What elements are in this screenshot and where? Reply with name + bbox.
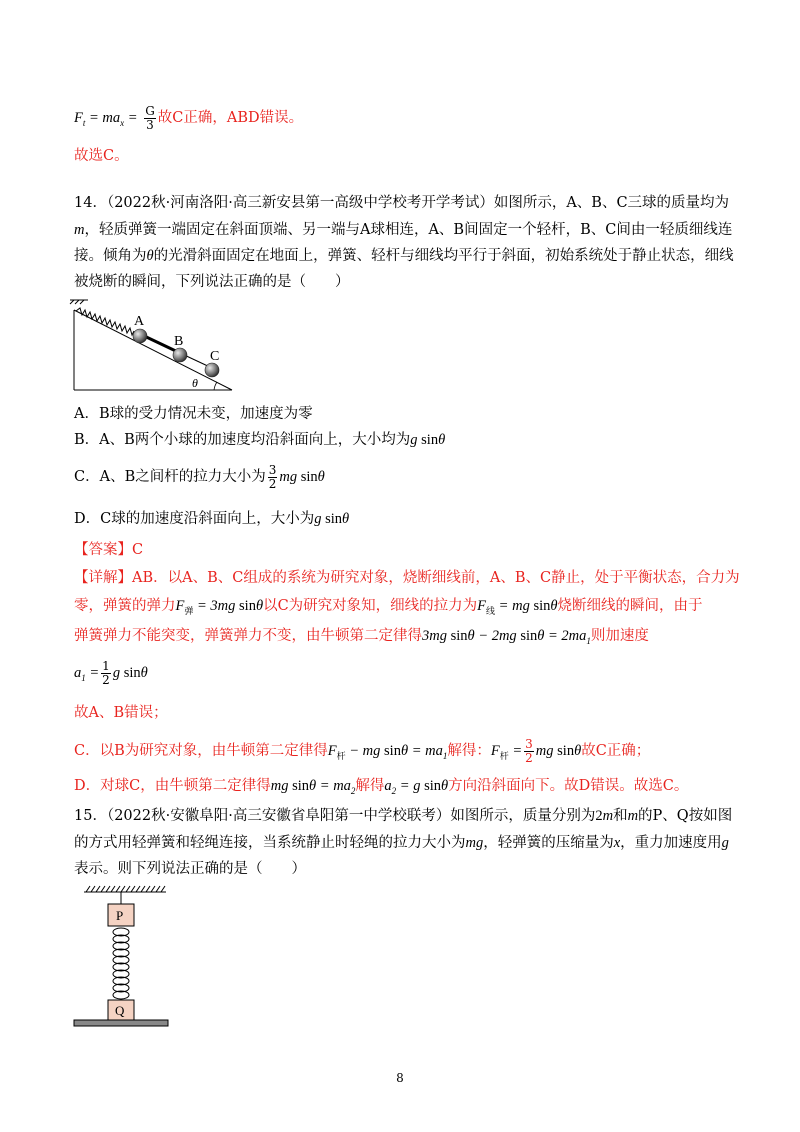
var-m-q15: m (627, 808, 639, 824)
q14-option-b: B．A、B两个小球的加速度均沿斜面向上，大小均为g sinθ (74, 432, 446, 448)
label-a: A (134, 314, 145, 329)
ceiling-hatch (84, 886, 166, 892)
q14-detail-line-3: 弹簧弹力不能突变，弹簧弹力不变，由牛顿第二定律得3mg sinθ − 2mg $\sin\theta = 2ma_1$则加速度 (74, 628, 649, 646)
ground (74, 1020, 168, 1026)
ball-a (133, 329, 147, 343)
spring-coil-icon (113, 928, 129, 999)
var-g: g (721, 835, 729, 851)
formula-fx: $F_t = ma_x$ = (74, 110, 138, 128)
eq-newton-c: mg $\sin\theta = ma_2$ (270, 778, 356, 796)
q15-spring-figure (70, 882, 170, 1032)
var-2m: 2m (595, 808, 614, 824)
var-theta: θ (146, 248, 154, 264)
prev-select: 故选C。 (74, 148, 129, 164)
q14-stem-line-4: 被烧断的瞬间，下列说法正确的是（ ） (74, 274, 350, 290)
ball-b (173, 348, 187, 362)
wall-hatch (70, 300, 232, 390)
q14-answer: 【答案】C (74, 542, 144, 558)
angle-arc (214, 382, 217, 390)
q14-stem-line-1: 14．（2022秋·河南洛阳·高三新安县第一高级中学校考开学考试）如图所示，A、B、C三球的质量均为 (74, 195, 730, 211)
label-c: C (210, 349, 220, 364)
label-p: P (116, 908, 124, 923)
q14-ab-wrong: 故A、B错误； (74, 705, 168, 721)
q14-option-a: A．B球的受力情况未变，加速度为零 (74, 406, 313, 422)
expr-gsin-d: g sinθ (314, 511, 350, 527)
prev-equation-line (74, 103, 730, 133)
eq-newton-b: $F_杆$ − mg $\sin\theta = ma_1$ (327, 743, 448, 761)
q14-stem-line-2: m，轻质弹簧一端固定在斜面顶端、另一端与A球相连，A、B间固定一个轻杆，B、C间由一轻质细线连 (74, 222, 733, 238)
fraction-g-over-3: $\frac{G}{3}$ (145, 103, 155, 132)
eq-spring-force: $F_弹 = 3mg$ sinθ (175, 598, 264, 616)
label-b: B (174, 334, 184, 349)
spring-icon (76, 308, 134, 335)
prev-conclusion: 故C正确，ABD错误。 (157, 110, 304, 126)
expr-gsin: g sinθ (410, 432, 446, 448)
eq-newton-ab: 3mg sinθ − 2mg $\sin\theta = 2ma_1$ (422, 628, 591, 646)
fraction-1-2: $\frac{1}{2}$ (102, 658, 110, 687)
var-x: x (613, 835, 621, 851)
q14-option-d: D．C球的加速度沿斜面向上，大小为g sinθ (74, 511, 350, 527)
fraction-3-2: $\frac{3}{2}$ (268, 462, 277, 491)
var-mg: mg (465, 835, 484, 851)
q14-detail-line-2: 零，弹簧的弹力$F_弹 = 3mg$ sinθ以C为研究对象知，细线的拉力为$F_线$ = mg sinθ烧断细线的瞬间，由于 (74, 598, 703, 616)
q14-detail-c: C．以B为研究对象，由牛顿第二定律得$F_杆$ − mg $\sin\theta = ma_1$解得：$F_杆$ = $\frac{3}{2}$ mg sinθ故C正确； (74, 736, 651, 765)
eq-string-force: $F_线$ = mg sinθ (477, 598, 558, 616)
var-m: m (74, 222, 85, 238)
eq-a1: $a_1$ = (74, 665, 100, 683)
eq-a2: $a_2 = g$ sinθ (384, 778, 449, 796)
q14-incline-figure (66, 296, 241, 396)
q15-stem-line-1: 15．（2022秋·安徽阜阳·高三安徽省阜阳第一中学校联考）如图所示，质量分别为2m和m的P、Q按如图 (74, 808, 733, 824)
eq-rod-force: $F_杆$ = (490, 743, 523, 761)
q15-stem-line-2: 的方式用轻弹簧和轻绳连接，当系统静止时轻绳的拉力大小为mg，轻弹簧的压缩量为x，重力加速度用g (74, 835, 729, 851)
q15-stem-line-3: 表示。则下列说法正确的是（ ） (74, 861, 306, 877)
q14-stem-line-3: 接。倾角为θ的光滑斜面固定在地面上，弹簧、轻杆与细线均平行于斜面，初始系统处于静止状态，细线 (74, 248, 734, 264)
q14-detail-d: D．对球C，由牛顿第二定律得mg $\sin\theta = ma_2$解得$a_2 = g$ sinθ方向沿斜面向下。故D错误。故选C。 (74, 778, 689, 796)
page-number: 8 (396, 1071, 404, 1085)
label-theta: θ (192, 376, 198, 390)
q14-detail-line-1: 【详解】AB．以A、B、C组成的系统为研究对象，烧断细线前，A、B、C静止，处于平衡状态，合力为 (74, 570, 740, 586)
q14-detail-a1: $a_1$ = $\frac{1}{2}$ g sinθ (74, 658, 148, 687)
q14-option-c: C．A、B之间杆的拉力大小为 $\frac{3}{2}$ mg sinθ (74, 462, 325, 491)
expr-mgsin: mg sinθ (279, 469, 325, 485)
ball-c (205, 363, 219, 377)
label-q: Q (115, 1003, 125, 1018)
